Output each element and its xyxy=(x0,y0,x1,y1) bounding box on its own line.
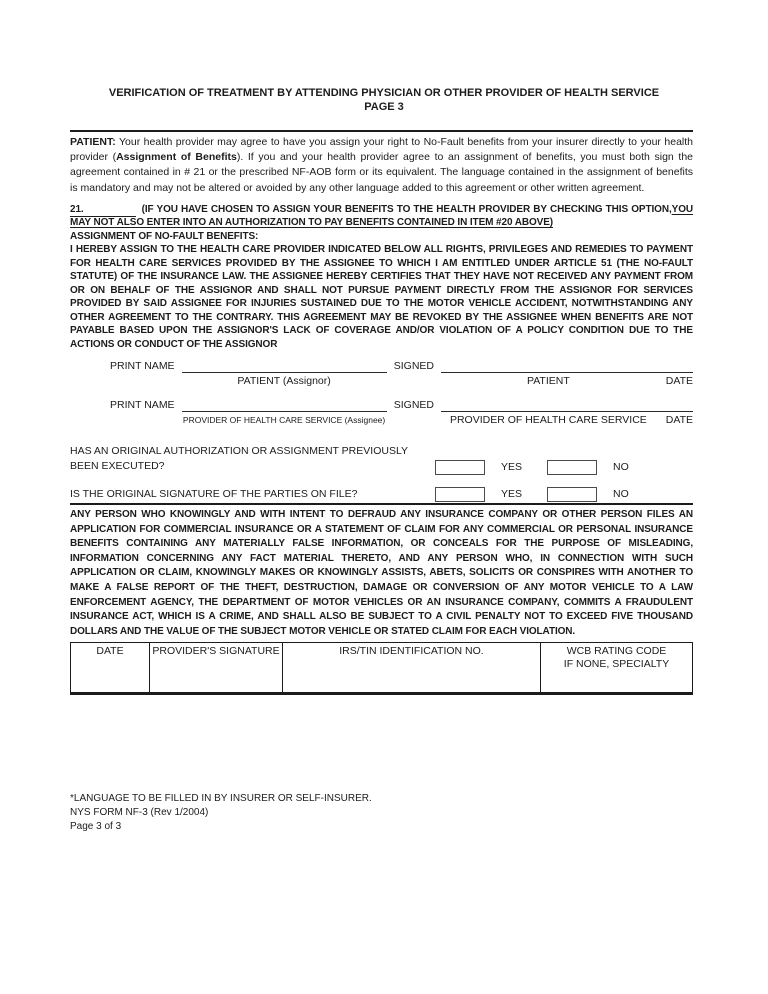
page-header xyxy=(0,86,768,114)
patient-signed-group xyxy=(394,360,693,388)
irs-tin-column-header: IRS/TIN IDENTIFICATION NO. xyxy=(339,645,484,658)
question-authorization-text xyxy=(70,444,435,473)
footnote: *LANGUAGE TO BE FILLED IN BY INSURER OR SELF-INSURER. xyxy=(70,793,372,804)
provider-signed-captions xyxy=(441,414,693,427)
table-cell-date[interactable] xyxy=(71,643,150,692)
provider-print-name-field[interactable] xyxy=(182,399,387,412)
assignment-of-benefits-phrase: Assignment of Benefits xyxy=(116,151,237,164)
print-name-label-2: PRINT NAME xyxy=(110,399,175,412)
fraud-warning-text: ANY PERSON WHO KNOWINGLY AND WITH INTENT TO DEFRAUD ANY INSURANCE COMPANY OR OTHER PERSON FILES AN APPLICATION FOR COMMERCIAL INSURANCE OR A STATEMENT OF CLAIM FOR ANY COMMERCIAL OR PERSONAL INSURANCE BENEFITS CONTAINING ANY MATERIALLY FALSE INFORMATION, OR CONCEALS FOR THE PURPOSE OF MISLEADING, INFORMATION CONCERNING ANY FACT MATERIAL THERETO, AND ANY PERSON WHO, IN CONNECTION WITH SUCH APPLICATION OR CLAIM, KNOWINGLY MAKES OR KNOWINGLY ASSISTS, ABETS, SOLICITS OR CONSPIRES WITH ANOTHER TO MAKE A FALSE REPORT OF THE THEFT, DESTRUCTION, DAMAGE OR CONVERSION OF ANY MOTOR VEHICLE TO A LAW ENFORCEMENT AGENCY, THE DEPARTMENT OF MOTOR VEHICLES OR AN INSURANCE COMPANY, COMMITS A FRAUDULENT INSURANCE ACT, WHICH IS A CRIME, AND SHALL ALSO BE SUBJECT TO A CIVIL PENALTY NOT TO EXCEED FIVE THOUSAND DOLLARS AND THE VALUE OF THE SUBJECT MOTOR VEHICLE OR STATED CLAIM FOR EACH VIOLATION. xyxy=(70,509,693,637)
patient-notice xyxy=(70,135,693,196)
authorization-yes-checkbox[interactable] xyxy=(435,460,485,475)
print-name-label: PRINT NAME xyxy=(110,360,175,373)
provider-print-group xyxy=(110,399,387,427)
provider-signature-row xyxy=(110,399,693,427)
question-authorization-line-1: HAS AN ORIGINAL AUTHORIZATION OR ASSIGNMENT PREVIOUSLY xyxy=(70,445,409,458)
date-column-header: DATE xyxy=(96,645,124,658)
questions-section xyxy=(70,444,693,501)
page-number-heading: PAGE 3 xyxy=(364,101,404,113)
patient-print-caption: PATIENT (Assignor) xyxy=(237,375,331,388)
wcb-rating-column-header: WCB RATING CODE xyxy=(566,645,667,658)
item-21-option-text-underlined: YOU MAY NOT ALSO ENTER INTO AN AUTHORIZATION TO PAY BENEFITS CONTAINED IN ITEM #20 ABOVE) xyxy=(70,203,693,229)
page-title: VERIFICATION OF TREATMENT BY ATTENDING PHYSICIAN OR OTHER PROVIDER OF HEALTH SERVICE xyxy=(108,87,660,99)
patient-signed-captions xyxy=(441,375,693,388)
authorization-no-label: NO xyxy=(613,460,629,473)
question-signature-on-file-row xyxy=(70,487,693,502)
patient-notice-label: PATIENT: xyxy=(70,136,116,148)
form-id: NYS FORM NF-3 (Rev 1/2004) xyxy=(70,806,209,818)
authorization-no-checkbox[interactable] xyxy=(547,460,597,475)
fraud-divider xyxy=(70,503,693,505)
provider-signature-field[interactable] xyxy=(441,399,693,412)
patient-notice-text-1: Your health provider may agree to have you assign your right to No-Fault benefits from your insurer directly to your health provider ( xyxy=(70,136,693,164)
authorization-yes-label: YES xyxy=(501,460,523,473)
wcb-rating-column-header-line-2: IF NONE, SPECIALTY xyxy=(563,658,670,671)
question-authorization-line-2: BEEN EXECUTED? xyxy=(70,459,165,472)
provider-signed-col xyxy=(441,399,693,427)
patient-print-name-field[interactable] xyxy=(182,360,387,373)
patient-signature-field[interactable] xyxy=(441,360,693,373)
item-21-number-and-blank xyxy=(70,204,136,217)
table-cell-wcb-rating[interactable] xyxy=(541,643,692,692)
fraud-warning-section xyxy=(70,503,693,695)
patient-signature-row xyxy=(110,360,693,388)
provider-signed-caption: PROVIDER OF HEALTH CARE SERVICE xyxy=(449,414,647,427)
signed-label: SIGNED xyxy=(393,360,434,373)
signature-on-file-no-checkbox[interactable] xyxy=(547,487,597,502)
provider-print-col xyxy=(182,399,387,427)
question-signature-on-file-line-1: IS THE ORIGINAL SIGNATURE OF THE PARTIES ON FILE? xyxy=(70,487,358,500)
top-divider xyxy=(70,130,693,132)
page-indicator: Page 3 of 3 xyxy=(70,820,122,832)
question-signature-on-file-text xyxy=(70,487,435,502)
item-21-section xyxy=(70,203,693,352)
question-authorization-answers xyxy=(435,460,639,475)
provider-date-caption: DATE xyxy=(665,414,693,427)
provider-signed-group xyxy=(394,399,693,427)
question-signature-on-file-answers xyxy=(435,487,639,502)
main-content xyxy=(70,135,693,502)
assignment-heading: ASSIGNMENT OF NO-FAULT BENEFITS: xyxy=(70,230,259,242)
patient-print-col xyxy=(182,360,387,388)
signed-label-2: SIGNED xyxy=(393,399,434,412)
page-footer xyxy=(70,792,693,833)
signature-section xyxy=(70,360,693,427)
signature-on-file-no-label: NO xyxy=(613,487,629,500)
provider-table xyxy=(70,642,693,695)
provider-signature-column-header: PROVIDER'S SIGNATURE xyxy=(152,645,280,658)
signature-on-file-yes-checkbox[interactable] xyxy=(435,487,485,502)
item-21-option-line xyxy=(70,203,693,230)
table-cell-irs-tin[interactable] xyxy=(283,643,541,692)
signature-on-file-yes-label: YES xyxy=(501,487,523,500)
item-21-check-blank[interactable] xyxy=(84,210,136,212)
table-cell-provider-signature[interactable] xyxy=(150,643,283,692)
patient-date-caption: DATE xyxy=(665,375,693,388)
item-21-number: 21. xyxy=(70,203,84,215)
patient-signed-col xyxy=(441,360,693,388)
question-authorization-row xyxy=(70,444,693,473)
assignment-body: I HEREBY ASSIGN TO THE HEALTH CARE PROVIDER INDICATED BELOW ALL RIGHTS, PRIVILEGES AND REMEDIES TO PAYMENT FOR HEALTH CARE SERVICES PROVIDED BY THE ASSIGNEE TO WHICH I AM ENTITLED UNDER ARTICLE 51 (THE NO-FAULT STATUTE) OF THE INSURANCE LAW. THE ASSIGNEE HEREBY CERTIFIES THAT THEY HAVE NOT RECEIVED ANY PAYMENT FROM OR ON BEHALF OF THE ASSIGNOR AND SHALL NOT PURSUE PAYMENT DIRECTLY FROM THE ASSIGNOR FOR SERVICES PROVIDED BY SAID ASSIGNEE FOR INJURIES SUSTAINED DUE TO THE MOTOR VEHICLE ACCIDENT, NOTWITHSTANDING ANY OTHER AGREEMENT TO THE CONTRARY. THIS AGREEMENT MAY BE REVOKED BY THE ASSIGNEE WHEN BENEFITS ARE NOT PAYABLE BASED UPON THE ASSIGNOR'S LACK OF COVERAGE AND/OR VIOLATION OF A POLICY CONDITION DUE TO THE ACTIONS OR CONDUCT OF THE ASSIGNOR xyxy=(70,244,693,350)
patient-signed-caption: PATIENT xyxy=(526,375,570,388)
patient-print-group xyxy=(110,360,387,388)
provider-print-caption: PROVIDER OF HEALTH CARE SERVICE (Assignee) xyxy=(182,415,386,426)
item-21-option-text: (IF YOU HAVE CHOSEN TO ASSIGN YOUR BENEFITS TO THE HEALTH PROVIDER BY CHECKING THIS OPTION, xyxy=(141,203,672,215)
patient-notice-text-2: ). If you and your health provider agree to an assignment of benefits, you must both sign the agreement contained in # 21 or the prescribed NF-AOB form or its equivalent. The language contained in the assignment of benefits is mandatory and may not be altered or avoided by any other language added to this agreement or other written agreement. xyxy=(70,151,693,194)
